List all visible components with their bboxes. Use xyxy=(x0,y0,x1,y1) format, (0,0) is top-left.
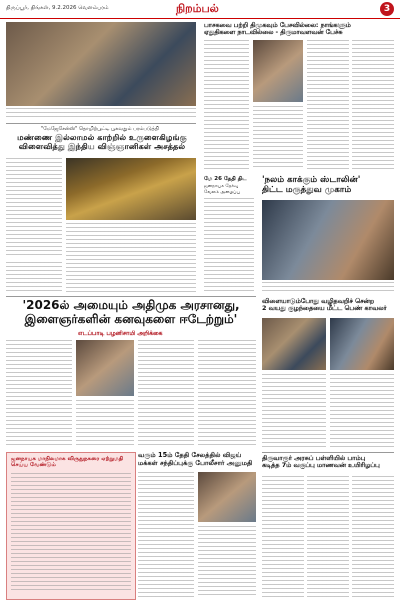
top-right-headline xyxy=(204,22,394,36)
lead-top-rule xyxy=(6,296,256,297)
photo-caption xyxy=(6,108,196,120)
top-right-body-col4 xyxy=(352,40,394,170)
lead-body-col4 xyxy=(198,340,256,448)
camp-headline xyxy=(262,176,394,196)
accident-headline xyxy=(262,298,394,313)
vijay-body-col1 xyxy=(138,472,194,598)
divider xyxy=(6,123,196,124)
lead-byline: எடப்பாடி பழனிசாமி அறிக்கை xyxy=(78,330,163,337)
lead-photo xyxy=(6,22,196,106)
vijay-headline-line-2: மக்கள் சந்திப்புக்கு போலீசார் அனுமதி xyxy=(138,458,253,467)
school-rule xyxy=(262,452,394,453)
top-right-body-col3 xyxy=(307,40,349,170)
accident-photo-1 xyxy=(262,318,326,370)
lead-body-col2 xyxy=(76,400,134,448)
red-panel xyxy=(6,452,136,600)
temple-photo xyxy=(66,158,196,220)
vijay-photo xyxy=(198,472,256,522)
page-header xyxy=(0,0,400,19)
speaker-photo xyxy=(253,40,303,102)
camp-headline-line-1: 'நலம் காக்கும் ஸ்டாலின்' xyxy=(262,175,361,185)
center-body xyxy=(204,198,254,293)
festival-headline-line-2: விளைவித்து இந்திய விஞ்ஞானிகள் அசத்தல் xyxy=(18,141,186,152)
lead-body-col1 xyxy=(6,340,72,448)
vijay-body-col2 xyxy=(198,526,256,598)
issue-date: திருப்பூர், திங்கள், 9.2.2026 வெளம்பரம் xyxy=(6,5,109,11)
palaniswami-photo xyxy=(76,340,134,396)
camp-photo xyxy=(262,200,394,280)
top-right-body-col1 xyxy=(204,40,249,170)
accident-headline-line-1: விளையாடும்போது வழிதவறிச் சென்ற xyxy=(262,297,375,305)
school-headline-line-2: கடித்த 7ம் வகுப்பு மாணவன் உயிரிழப்பு xyxy=(262,461,380,470)
festival-headline-line-1: மண்ணை இல்லாமல் காற்றில் உருளைகிழங்கு xyxy=(17,132,187,142)
school-body-col1 xyxy=(262,476,304,598)
red-panel-headline: ஜனநாயக மாநிலமாக விருதுநகரை ஏற்றுமதி செய்ய வேண்டும் xyxy=(11,456,124,469)
lead-headline-line-2: இளைஞர்களின் கனவுகளை ஈடேற்றும்' xyxy=(24,311,238,326)
page-number: 3 xyxy=(380,2,394,16)
camp-caption xyxy=(262,282,394,293)
accident-headline-line-2: 2 வயது குழந்தையை மீட்ட பெண் காவலர் xyxy=(262,304,387,313)
lead-headline xyxy=(6,299,256,327)
school-body-col3 xyxy=(352,476,394,598)
camp-headline-line-2: திட்ட மருத்துவ முகாம் xyxy=(262,184,352,195)
festival-body-col2 xyxy=(66,223,196,293)
accident-body-col1 xyxy=(262,374,326,448)
festival-headline xyxy=(8,133,196,152)
festival-body-col3 xyxy=(6,262,62,293)
center-kicker: மே 26 தேதி திட xyxy=(204,176,247,182)
school-body-col2 xyxy=(307,476,349,598)
masthead: நிறம்பல் xyxy=(176,2,219,15)
vijay-headline xyxy=(138,452,256,467)
festival-body-col1 xyxy=(6,158,62,258)
lead-headline-line-1: '2026ல் அமையும் அதிமுக அரசானது, xyxy=(22,298,240,312)
center-sub: ஜனநாயக தேர்வு வேலம் அழைப்பு xyxy=(204,184,240,195)
lead-body-col3 xyxy=(138,340,194,448)
top-right-body-col2 xyxy=(253,106,303,170)
top-right-headline-line-1: பாசகவை பற்றி திமுகவும் பேசவில்லை: நாங்களும் xyxy=(204,22,351,29)
accident-photo-2 xyxy=(330,318,394,370)
red-panel-body xyxy=(11,473,131,593)
school-headline xyxy=(262,455,394,470)
school-headline-line-1: திருவாரூர் அரசுப் பள்ளியில் பாம்பு xyxy=(262,454,366,462)
festival-kicker: "மேஜேசேன்ஸ்" தொழிற்பூட்டி பூசுவதும் பரம்படுத்தி xyxy=(41,126,159,132)
top-right-headline-line-2: ஏதுதிகளை நாடவில்லை - திருமாவளவன் பேச்சு xyxy=(204,29,343,37)
vijay-headline-line-1: வரும் 15ம் தேதி சேலத்தில் விஜய் xyxy=(138,451,242,459)
accident-body-col2 xyxy=(330,374,394,448)
